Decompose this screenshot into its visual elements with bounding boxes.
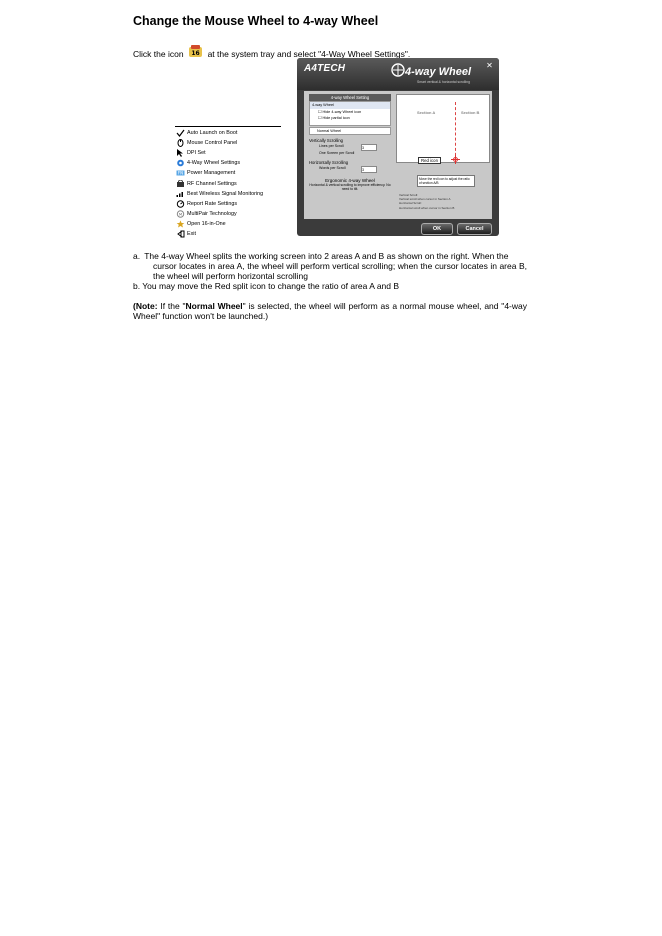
words-stepper[interactable]	[361, 166, 377, 173]
section-b-label: Section B	[461, 110, 480, 115]
red-split-icon[interactable]	[451, 155, 460, 164]
red-icon-label: Red icon	[418, 157, 441, 164]
group-title: 4-way Wheel Setting	[309, 94, 391, 101]
menu-item-auto-launch-on-boot[interactable]	[175, 128, 281, 138]
dialog-body	[304, 91, 492, 219]
settings-panel	[309, 94, 391, 216]
one-screen-option[interactable]: One Screen per Scroll	[319, 151, 355, 155]
menu-item-best-wireless-signal-monitoring[interactable]	[175, 189, 281, 199]
screen-preview	[396, 94, 490, 163]
section-a-label: Section A	[417, 110, 436, 115]
info-line: Horizontal Scroll:	[399, 201, 422, 206]
list-item-hide-icon[interactable]: ☐ Hide 4-way Wheel icon	[318, 109, 362, 114]
scroll-info	[399, 193, 484, 210]
svg-text:FN: FN	[177, 171, 183, 177]
ok-button[interactable]: OK	[421, 223, 453, 235]
menu-item-open-16-in-one[interactable]	[175, 219, 281, 229]
wheel-logo-icon	[391, 63, 405, 77]
svg-text:M: M	[178, 212, 182, 217]
note-bold: Normal Wheel	[185, 301, 243, 311]
hide-partial-label: Hide partial icon	[322, 116, 350, 120]
normal-wheel-option[interactable]: Normal Wheel	[309, 127, 391, 135]
menu-item-multipair-technology[interactable]	[175, 209, 281, 219]
brand-logo: A4TECH	[304, 63, 346, 74]
menu-item-rf-channel-settings[interactable]	[175, 178, 281, 188]
note-mid2: " is selected, the wheel will perform as a normal mouse wheel, and "4-way Wheel" function won't be launched.)	[133, 301, 527, 321]
lines-per-scroll-option[interactable]	[309, 143, 391, 150]
exit-icon	[175, 230, 185, 238]
menu-item-label: Open 16-in-One	[187, 220, 226, 227]
page-title: Change the Mouse Wheel to 4-way Wheel	[133, 14, 379, 28]
ergonomic-title: Ergonomic 4-way Wheel	[325, 178, 375, 183]
menu-item-label: Best Wireless Signal Monitoring	[187, 190, 264, 197]
intro-text-before: Click the icon	[133, 48, 184, 59]
list-item-hide-partial[interactable]: ☐ Hide partial icon	[318, 116, 350, 120]
signal-icon	[175, 190, 185, 198]
vertical-heading: Vertically Scrolling	[309, 138, 343, 143]
paragraph-a-label: a.	[133, 251, 141, 261]
words-value: 3	[362, 168, 364, 172]
paragraph-a	[133, 251, 527, 281]
channel-icon	[175, 180, 185, 188]
paragraph-b: b. You may move the Red split icon to change the ratio of area A and B	[133, 281, 400, 291]
lines-per-scroll-label: Lines per Scroll	[319, 144, 344, 148]
words-per-scroll-label: Words per Scroll	[319, 166, 346, 170]
wheel-icon	[175, 159, 185, 167]
menu-item-label: Power Management	[187, 170, 236, 177]
menu-item-4-way-wheel-settings[interactable]	[175, 158, 281, 168]
list-item-4-way-wheel[interactable]: 4-way Wheel	[310, 102, 390, 109]
hide-icon-label: Hide 4-way Wheel icon	[322, 109, 362, 114]
mouse-icon	[175, 139, 185, 147]
lines-value: 3	[362, 146, 364, 150]
product-name: 4-way Wheel	[405, 66, 472, 78]
menu-item-label: DPI Set	[187, 150, 206, 157]
product-subtitle: Smart vertical & horizontal scrolling	[417, 80, 470, 84]
intro-text-after: at the system tray and select "4-Way Wheel Settings".	[207, 48, 411, 59]
open-icon	[175, 220, 185, 228]
note-mid1: If the "	[157, 301, 186, 311]
note-paragraph	[133, 301, 527, 321]
menu-top-divider	[175, 126, 281, 127]
horizontal-heading: Horizontally Scrolling	[309, 160, 349, 165]
menu-item-label: Report Rate Settings	[187, 200, 238, 207]
menu-item-label: Mouse Control Panel	[187, 140, 238, 147]
menu-item-mouse-control-panel[interactable]	[175, 138, 281, 148]
mode-list	[309, 101, 391, 126]
multipair-icon	[175, 210, 185, 218]
tray-context-menu	[175, 126, 281, 239]
paragraph-a-rest: cursor locates in area A, the wheel will perform vertical scrolling; when the cursor locates in area B, the wheel will perform horizontal scrolling	[153, 261, 527, 281]
svg-text:16: 16	[190, 50, 200, 57]
dialog-header	[297, 58, 499, 90]
menu-item-label: RF Channel Settings	[187, 180, 237, 187]
ratio-tooltip: Move the red icon to adjust the ratio of section A/B	[417, 175, 475, 187]
pointer-icon	[175, 149, 185, 157]
close-icon[interactable]: ✕	[486, 61, 493, 70]
four-way-wheel-dialog	[297, 58, 499, 236]
tray-16-in-one-icon	[188, 44, 203, 59]
menu-item-dpi-set[interactable]	[175, 148, 281, 158]
info-line: Vertical scroll when cursor in Section A	[399, 197, 451, 202]
menu-item-label: Auto Launch on Boot	[187, 130, 238, 137]
info-line: Vertical Scroll:	[399, 193, 419, 197]
rate-icon	[175, 200, 185, 208]
ergonomic-text: Horizontal & vertical scrolling to improve efficiency. No need to tilt.	[309, 183, 391, 192]
paragraph-a-first: The 4-way Wheel splits the working screen into 2 areas A and B as shown on the right. When the	[144, 251, 509, 261]
words-per-scroll-option[interactable]	[309, 165, 391, 172]
power-icon	[175, 169, 185, 177]
menu-item-label: Exit	[187, 230, 196, 237]
menu-item-label: MultiPair Technology	[187, 210, 237, 217]
menu-item-exit[interactable]	[175, 229, 281, 239]
split-line	[455, 102, 456, 161]
note-prefix: (Note:	[133, 301, 158, 311]
menu-item-label: 4-Way Wheel Settings	[187, 160, 241, 167]
menu-item-power-management[interactable]	[175, 168, 281, 178]
info-line: Horizontal scroll when cursor in Section B	[399, 205, 455, 210]
menu-item-report-rate-settings[interactable]	[175, 199, 281, 209]
cancel-button[interactable]: Cancel	[457, 223, 492, 235]
check-icon	[175, 129, 185, 137]
